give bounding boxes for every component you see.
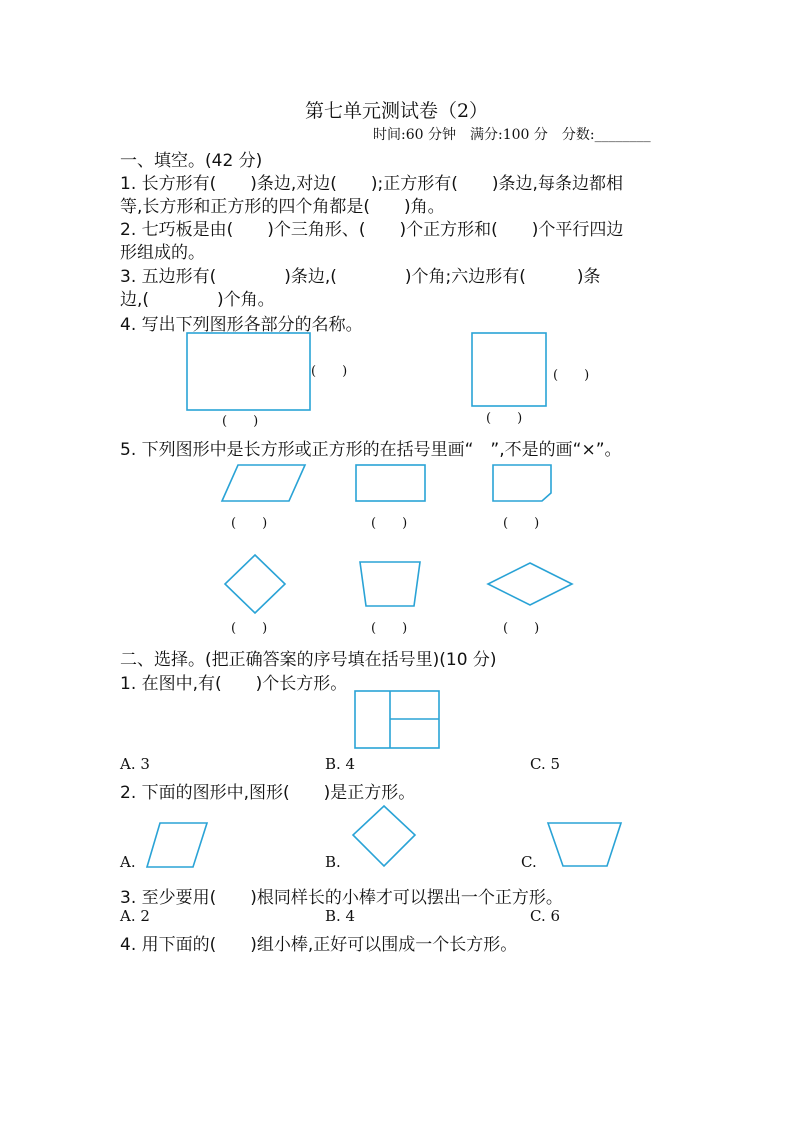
q2-line2: 形组成的。 bbox=[120, 243, 205, 263]
section-1-heading: 一、填空。(42 分) bbox=[120, 151, 263, 171]
q5-text: 5. 下列图形中是长方形或正方形的在括号里画“ ”,不是的画“×”。 bbox=[120, 440, 622, 460]
s2-q2-opt-c: C. bbox=[521, 853, 537, 871]
q4-square-side-paren: ( ) bbox=[553, 368, 590, 383]
q5-paren-2: ( ) bbox=[371, 516, 408, 531]
q5-paren-4: ( ) bbox=[231, 621, 268, 636]
s2-q2-text: 2. 下面的图形中,图形( )是正方形。 bbox=[120, 783, 416, 803]
q4-square-bottom-paren: ( ) bbox=[486, 411, 523, 426]
s2-q2-trapezoid bbox=[548, 823, 621, 866]
q5-rhombus bbox=[488, 563, 572, 605]
q5-paren-6: ( ) bbox=[503, 621, 540, 636]
s2-q1-text: 1. 在图中,有( )个长方形。 bbox=[120, 674, 348, 694]
q1-line1: 1. 长方形有( )条边,对边( );正方形有( )条边,每条边都相 bbox=[120, 174, 623, 194]
s2-q2-parallelogram bbox=[147, 823, 207, 867]
s2-q4-text: 4. 用下面的( )组小棒,正好可以围成一个长方形。 bbox=[120, 935, 518, 955]
q4-square bbox=[472, 333, 546, 406]
q5-trapezoid bbox=[360, 562, 420, 606]
q5-paren-3: ( ) bbox=[503, 516, 540, 531]
q4-rect-side-paren: ( ) bbox=[311, 364, 348, 379]
section-2-heading: 二、选择。(把正确答案的序号填在括号里)(10 分) bbox=[120, 650, 497, 670]
q4-rect-bottom-paren: ( ) bbox=[222, 414, 259, 429]
s2-q1-opt-b: B. 4 bbox=[325, 755, 356, 773]
q2-line1: 2. 七巧板是由( )个三角形、( )个正方形和( )个平行四边 bbox=[120, 220, 624, 240]
q5-paren-1: ( ) bbox=[231, 516, 268, 531]
q5-rectangle bbox=[356, 465, 425, 501]
s2-q1-opt-c: C. 5 bbox=[530, 755, 561, 773]
s2-q2-opt-a: A. bbox=[120, 853, 136, 871]
s2-q1-opt-a: A. 3 bbox=[120, 755, 150, 773]
s2-q2-rotated-square bbox=[353, 806, 415, 866]
s2-q3-opt-a: A. 2 bbox=[120, 907, 150, 925]
q1-line2: 等,长方形和正方形的四个角都是( )角。 bbox=[120, 197, 445, 217]
page-title: 第七单元测试卷（2） bbox=[304, 100, 489, 122]
q3-line1: 3. 五边形有( )条边,( )个角;六边形有( )条 bbox=[120, 267, 601, 287]
s2-q3-opt-b: B. 4 bbox=[325, 907, 356, 925]
q5-rotated-square bbox=[225, 555, 285, 613]
s2-q3-opt-c: C. 6 bbox=[530, 907, 561, 925]
q4-rectangle bbox=[187, 333, 310, 410]
q5-paren-5: ( ) bbox=[371, 621, 408, 636]
q5-cut-corner-rectangle bbox=[493, 465, 551, 501]
q4-text: 4. 写出下列图形各部分的名称。 bbox=[120, 315, 363, 335]
exam-meta: 时间:60 分钟 满分:100 分 分数:________ bbox=[373, 127, 651, 143]
s2-q2-opt-b: B. bbox=[325, 853, 341, 871]
s2-q3-text: 3. 至少要用( )根同样长的小棒才可以摆出一个正方形。 bbox=[120, 888, 563, 908]
q5-parallelogram bbox=[222, 465, 305, 501]
q3-line2: 边,( )个角。 bbox=[120, 290, 275, 310]
